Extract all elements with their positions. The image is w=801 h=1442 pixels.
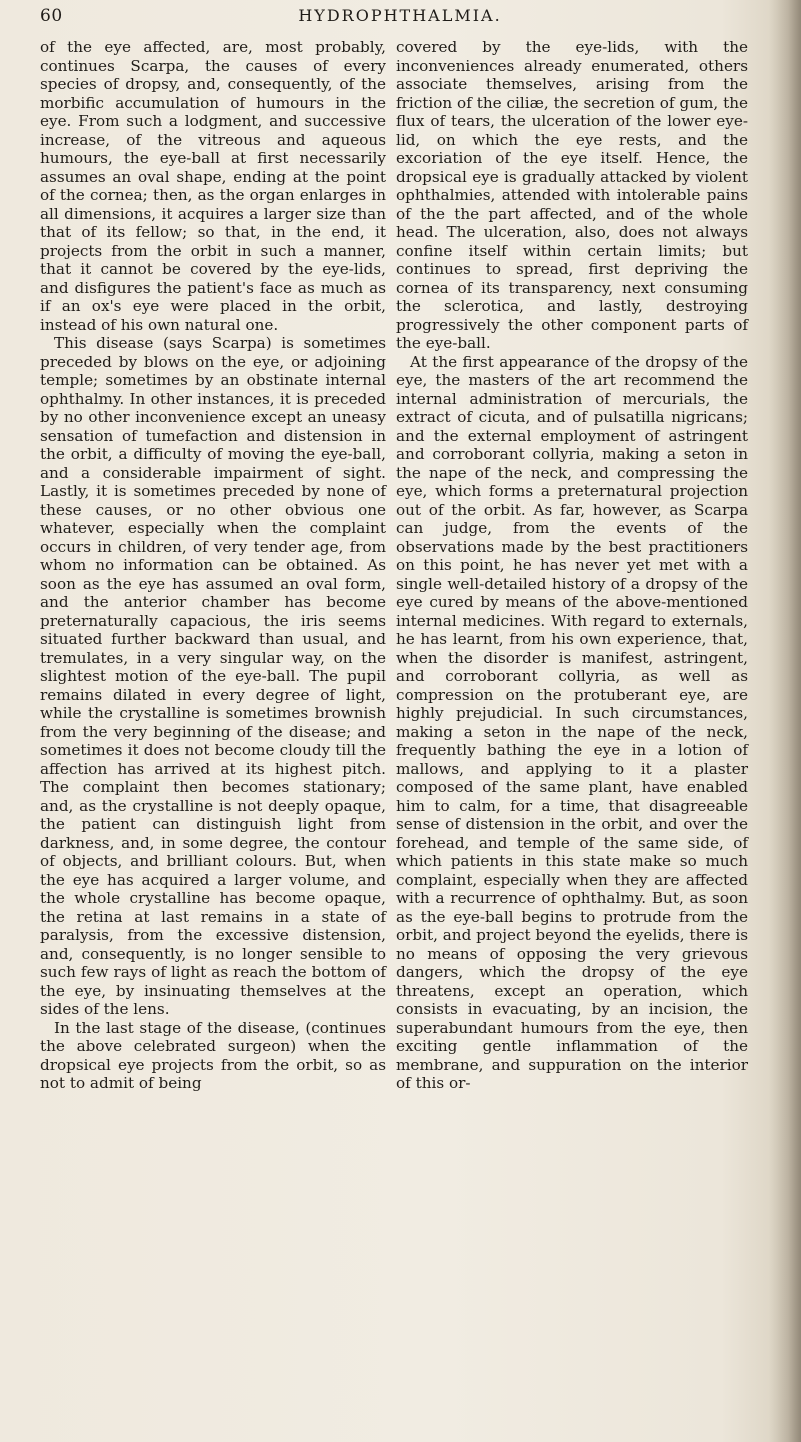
left-column bbox=[40, 38, 386, 1093]
paragraph: At the first appearance of the dropsy of the eye, the masters of the art recommend the internal administration of mercurials, the extract of cicuta, and of pulsatilla nigricans; and the external employment of astringent and corroborant collyria, making a seton in the nape of the neck, and compressing the eye, which forms a preternatural projection out of the orbit. As far, however, as Scarpa can judge, from the events of the observations made by the best practitioners on this point, he has never yet met with a single well-detailed history of a dropsy of the eye cured by means of the above-mentioned internal medicines. With regard to externals, he has learnt, from his own experience, that, when the disorder is manifest, astringent, and corroborant collyria, as well as compression on the protuberant eye, are highly prejudicial. In such circumstances, making a seton in the nape of the neck, frequently bathing the eye in a lotion of mallows, and applying to it a plaster composed of the same plant, have enabled him to calm, for a time, that disagreeable sense of distension in the orbit, and over the forehead, and temple of the same side, of which patients in this state make so much complaint, especially when they are affected with a recurrence of ophthalmy. But, as soon as the eye-ball begins to protrude from the orbit, and project beyond the eyelids, there is no means of opposing the very grievous dangers, which the dropsy of the eye threatens, except an operation, which consists in evacuating, by an incision, the superabundant humours from the eye, then exciting gentle inflammation of the membrane, and suppuration on the interior of this or- bbox=[396, 352, 748, 1092]
right-column bbox=[396, 38, 748, 1093]
paragraph: covered by the eye-lids, with the inconveniences already enumerated, others associate themselves, arising from the friction of the ciliæ, the secretion of gum, the flux of tears, the ulceration of the lower eye-lid, on which the eye rests, and the excoriation of the eye itself. Hence, the dropsical eye is gradually attacked by violent ophthalmies, attended with intolerable pains of the the part affected, and of the whole head. The ulceration, also, does not always confine itself within certain limits; but continues to spread, first depriving the cornea of its transparency, next consuming the sclerotica, and lastly, destroying progressively the other component parts of the eye-ball. bbox=[396, 38, 748, 352]
page-edge-shadow bbox=[769, 0, 801, 1442]
page-number: 60 bbox=[40, 6, 63, 26]
page-header bbox=[40, 6, 760, 30]
paragraph: of the eye affected, are, most probably, continues Scarpa, the causes of every species of dropsy, and, consequently, of the morbific accumulation of humours in the eye. From such a lodgment, and successive increase, of the vitreous and aqueous humours, the eye-ball at first necessarily assumes an oval shape, ending at the point of the cornea; then, as the organ enlarges in all dimensions, it acquires a larger size than that of its fellow; so that, in the end, it projects from the orbit in such a manner, that it cannot be covered by the eye-lids, and disfigures the patient's face as much as if an ox's eye were placed in the orbit, instead of his own natural one. bbox=[40, 38, 386, 334]
paragraph: In the last stage of the disease, (continues the above celebrated surgeon) when the dropsical eye projects from the orbit, so as not to admit of being bbox=[40, 1018, 386, 1092]
paragraph: This disease (says Scarpa) is sometimes preceded by blows on the eye, or adjoining temple; sometimes by an obstinate internal ophthalmy. In other instances, it is preceded by no other inconvenience except an uneasy sensation of tumefaction and distension in the orbit, a difficulty of moving the eye-ball, and a considerable impairment of sight. Lastly, it is sometimes preceded by none of these causes, or no other obvious one whatever, especially when the complaint occurs in children, of very tender age, from whom no information can be obtained. As soon as the eye has assumed an oval form, and the anterior chamber has become preternaturally capacious, the iris seems situated further backward than usual, and tremulates, in a very singular way, on the slightest motion of the eye-ball. The pupil remains dilated in every degree of light, while the crystalline is sometimes brownish from the very beginning of the disease; and sometimes it does not become cloudy till the affection has arrived at its highest pitch. The complaint then becomes stationary; and, as the crystalline is not deeply opaque, the patient can distinguish light from darkness, and, in some degree, the contour of objects, and brilliant colours. But, when the eye has acquired a larger volume, and the whole crystalline has become opaque, the retina at last remains in a state of paralysis, from the excessive distension, and, consequently, is no longer sensible to such few rays of light as reach the bottom of the eye, by insinuating themselves at the sides of the lens. bbox=[40, 334, 386, 1018]
running-title: HYDROPHTHALMIA. bbox=[298, 6, 502, 25]
